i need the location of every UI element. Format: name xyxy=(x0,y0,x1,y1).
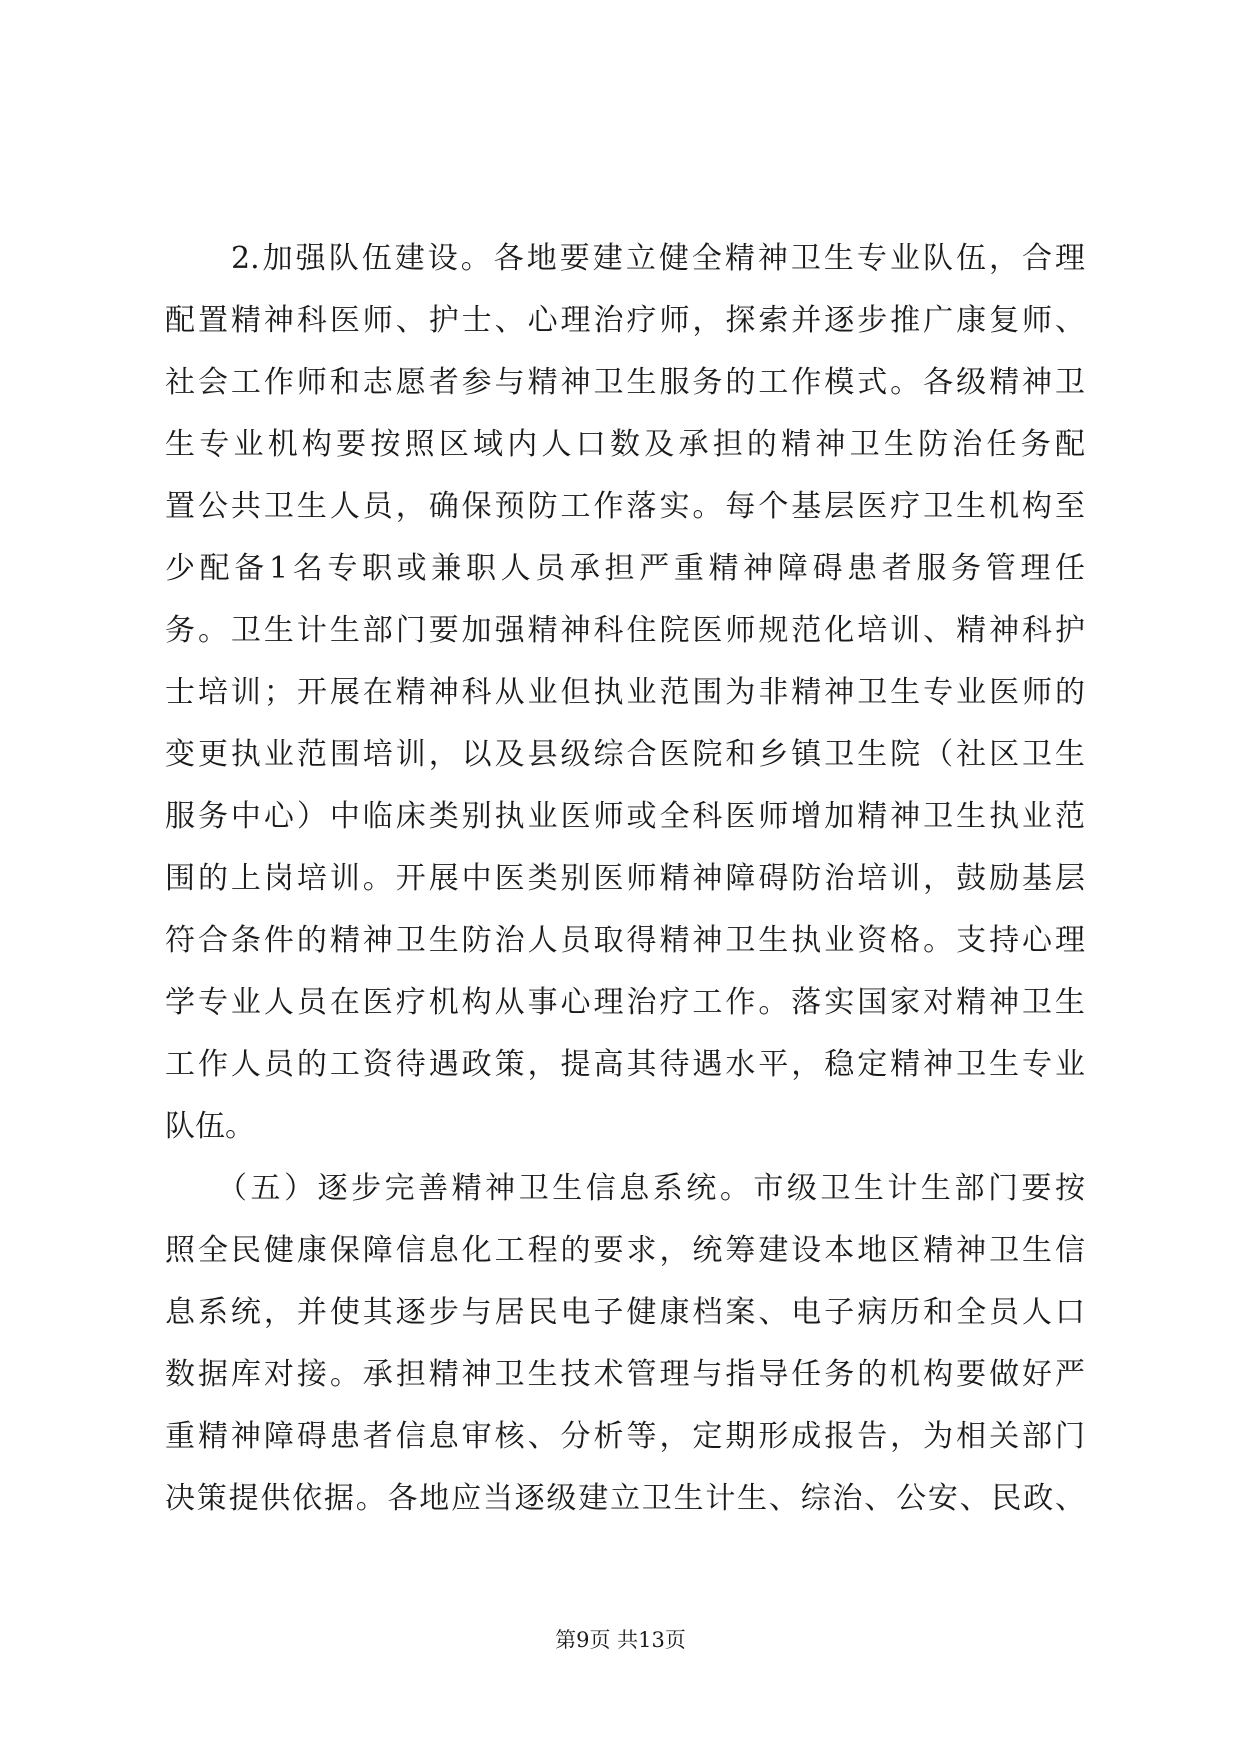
text-line: 变更执业范围培训，以及县级综合医院和乡镇卫生院（社区卫生 xyxy=(165,737,1085,772)
text-line: 士培训；开展在精神科从业但执业范围为非精神卫生专业医师的 xyxy=(165,675,1085,710)
document-body xyxy=(165,228,1085,1530)
text-line: 符合条件的精神卫生防治人员取得精神卫生执业资格。支持心理 xyxy=(165,923,1085,958)
text-line: 工作人员的工资待遇政策，提高其待遇水平，稳定精神卫生专业 xyxy=(165,1047,1085,1082)
text-line: 决策提供依据。各地应当逐级建立卫生计生、综治、公安、民政、 xyxy=(165,1481,1085,1516)
text-line: 息系统，并使其逐步与居民电子健康档案、电子病历和全员人口 xyxy=(165,1295,1085,1330)
text-line: 服务中心）中临床类别执业医师或全科医师增加精神卫生执业范 xyxy=(165,799,1085,834)
text-line: 生专业机构要按照区域内人口数及承担的精神卫生防治任务配 xyxy=(165,427,1085,462)
text-line: 重精神障碍患者信息审核、分析等，定期形成报告，为相关部门 xyxy=(165,1419,1085,1454)
text-line: 数据库对接。承担精神卫生技术管理与指导任务的机构要做好严 xyxy=(165,1357,1085,1392)
text-line: 社会工作师和志愿者参与精神卫生服务的工作模式。各级精神卫 xyxy=(165,365,1085,400)
text-line: 务。卫生计生部门要加强精神科住院医师规范化培训、精神科护 xyxy=(165,613,1085,648)
text-line: 置公共卫生人员，确保预防工作落实。每个基层医疗卫生机构至 xyxy=(165,489,1085,524)
text-line: 2.加强队伍建设。各地要建立健全精神卫生专业队伍，合理 xyxy=(165,241,1085,276)
text-line: 照全民健康保障信息化工程的要求，统筹建设本地区精神卫生信 xyxy=(165,1233,1085,1268)
text-line: （五）逐步完善精神卫生信息系统。市级卫生计生部门要按 xyxy=(165,1171,1085,1206)
page-number-footer: 第9页 共13页 xyxy=(555,1628,686,1652)
text-line: 围的上岗培训。开展中医类别医师精神障碍防治培训，鼓励基层 xyxy=(165,861,1085,896)
text-line: 学专业人员在医疗机构从事心理治疗工作。落实国家对精神卫生 xyxy=(165,985,1085,1020)
text-line: 队伍。 xyxy=(165,1109,255,1144)
text-line: 配置精神科医师、护士、心理治疗师，探索并逐步推广康复师、 xyxy=(165,303,1085,338)
text-line: 少配备1名专职或兼职人员承担严重精神障碍患者服务管理任 xyxy=(165,551,1085,586)
